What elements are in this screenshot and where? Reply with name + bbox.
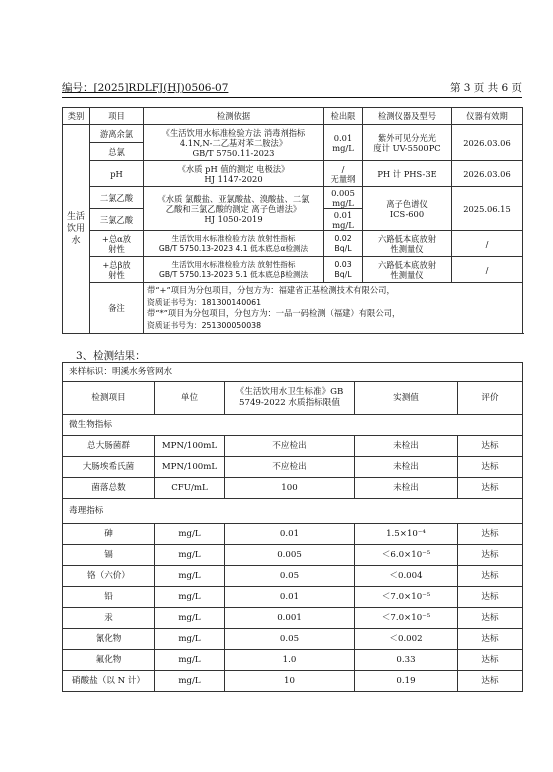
result-item: 汞 (63, 608, 155, 629)
limit-unit: Bq/L (334, 243, 352, 253)
instrument-line: ICS-600 (389, 208, 425, 219)
alpha-validity: / (452, 231, 523, 257)
result-unit: mg/L (155, 524, 225, 545)
col-category: 类别 (63, 108, 90, 125)
col-item: 项目 (90, 108, 144, 125)
remark-line: 带“*”项目为分包项目，分包方为：一品一码检测（福建）有限公司， (147, 308, 401, 318)
result-limit: 100 (225, 478, 355, 499)
item-line: 射性 (108, 243, 125, 254)
col-basis: 检测依据 (144, 108, 324, 125)
table-row (63, 187, 523, 209)
result-unit: mg/L (155, 608, 225, 629)
limit-value: 0.01 (333, 132, 353, 143)
result-limit: 0.05 (225, 629, 355, 650)
item-line: +总α放 (101, 233, 132, 244)
table-row (63, 608, 523, 629)
beta-basis (144, 257, 324, 283)
result-unit: mg/L (155, 566, 225, 587)
result-unit: mg/L (155, 671, 225, 692)
col-test-item: 检测项目 (63, 382, 155, 415)
result-item: 铅 (63, 587, 155, 608)
result-item: 氟化物 (63, 650, 155, 671)
methods-header-row (63, 108, 523, 125)
table-row (63, 257, 523, 283)
basis-line: 乙酸和三氯乙酸的测定 离子色谱法》 (165, 203, 302, 214)
result-measured: 未检出 (355, 436, 458, 457)
instrument-line: 离子色谱仪 (386, 198, 428, 209)
basis-line: GB/T 5750.11-2023 (192, 147, 275, 158)
col-validity: 仪器有效期 (452, 108, 523, 125)
group-micro: 微生物指标 (63, 415, 523, 436)
result-unit: MPN/100mL (155, 436, 225, 457)
item-ph: pH (90, 161, 144, 187)
result-evaluation: 达标 (458, 457, 523, 478)
col-standard-limit (225, 382, 355, 415)
result-evaluation: 达标 (458, 566, 523, 587)
remark-line: 资质证书号为：251300050038 (147, 320, 262, 330)
result-measured: 0.19 (355, 671, 458, 692)
col-measured: 实测值 (355, 382, 458, 415)
result-measured: 1.5×10⁻⁴ (355, 524, 458, 545)
result-unit: mg/L (155, 650, 225, 671)
ph-basis (144, 161, 324, 187)
results-header-row (63, 382, 523, 415)
remark-line: 带“+”项目为分包项目，分包方为：福建省正基检测技术有限公司， (147, 285, 395, 295)
limit-value: 0.005 (331, 187, 355, 198)
group-row (63, 415, 523, 436)
result-limit: 0.005 (225, 545, 355, 566)
result-item: 菌落总数 (63, 478, 155, 499)
basis-line: HJ 1147-2020 (204, 173, 263, 184)
result-item: 总大肠菌群 (63, 436, 155, 457)
basis-line: 生活饮用水标准检验方法 放射性指标 (171, 259, 296, 269)
col-unit: 单位 (155, 382, 225, 415)
result-evaluation: 达标 (458, 545, 523, 566)
table-row (63, 161, 523, 187)
basis-line: HJ 1050-2019 (204, 213, 263, 224)
tca-limit (324, 209, 363, 231)
ph-limit (324, 161, 363, 187)
sample-label: 来样标识：明溪水务管网水 (63, 363, 523, 382)
basis-line: GB/T 5750.13-2023 4.1 低本底总α检测法 (158, 243, 309, 253)
remark-line: 资质证书号为：181300140061 (147, 297, 262, 307)
remark-row (63, 283, 523, 334)
instrument-line: 性测量仪 (390, 243, 424, 254)
instrument-line: 性测量仪 (390, 269, 424, 280)
result-measured: 未检出 (355, 457, 458, 478)
basis-line: 《水质 氯酸盐、亚氯酸盐、溴酸盐、二氯 (157, 193, 310, 204)
result-evaluation: 达标 (458, 587, 523, 608)
result-measured: ＜7.0×10⁻⁵ (355, 608, 458, 629)
instrument-line: 六路低本底放射 (377, 233, 437, 244)
table-row (63, 545, 523, 566)
result-unit: mg/L (155, 545, 225, 566)
limit-unit: mg/L (332, 219, 354, 230)
alpha-limit (324, 231, 363, 257)
result-measured: 未检出 (355, 478, 458, 499)
limit-value: 0.01 (333, 209, 353, 220)
page-header (62, 80, 522, 96)
basis-line: 4.1N,N-二乙基对苯二胺法》 (179, 137, 288, 148)
sample-label-row (63, 363, 523, 382)
alpha-instrument (363, 231, 452, 257)
remark-content (144, 283, 523, 334)
item-free-chlorine: 游离余氯 (90, 125, 144, 143)
result-item: 氰化物 (63, 629, 155, 650)
chlorine-validity: 2026.03.06 (452, 125, 523, 161)
result-unit: mg/L (155, 629, 225, 650)
col-limit: 检出限 (324, 108, 363, 125)
result-limit: 0.01 (225, 524, 355, 545)
instrument-line: 度计 UV-5500PC (373, 142, 441, 153)
basis-line: 《生活饮用水标准检验方法 消毒剂指标 (161, 127, 306, 138)
limit-value: / (341, 163, 345, 174)
result-measured: ＜0.002 (355, 629, 458, 650)
acid-basis (144, 187, 324, 231)
result-evaluation: 达标 (458, 608, 523, 629)
item-dichloroacetic: 二氯乙酸 (90, 187, 144, 209)
beta-instrument (363, 257, 452, 283)
result-evaluation: 达标 (458, 629, 523, 650)
limit-unit: 无量纲 (330, 173, 356, 184)
col-evaluation: 评价 (458, 382, 523, 415)
header-divider (62, 97, 522, 98)
page-info: 第 3 页 共 6 页 (449, 82, 522, 94)
table-row (63, 524, 523, 545)
result-unit: MPN/100mL (155, 457, 225, 478)
result-evaluation: 达标 (458, 478, 523, 499)
table-row (63, 671, 523, 692)
limit-unit: mg/L (332, 142, 354, 153)
item-total-chlorine: 总氯 (90, 143, 144, 161)
result-measured: ＜0.004 (355, 566, 458, 587)
beta-limit (324, 257, 363, 283)
result-item: 镉 (63, 545, 155, 566)
result-limit: 不应检出 (225, 457, 355, 478)
col-instrument: 检测仪器及型号 (363, 108, 452, 125)
chlorine-instrument (363, 125, 452, 161)
remark-label: 备注 (90, 283, 144, 334)
instrument-line: 六路低本底放射 (377, 259, 437, 270)
ph-instrument: PH 计 PHS-3E (363, 161, 452, 187)
table-row (63, 629, 523, 650)
group-tox: 毒理指标 (63, 499, 523, 524)
table-row (63, 478, 523, 499)
limit-value: 0.02 (334, 233, 352, 243)
methods-table (62, 107, 523, 334)
basis-line: GB/T 5750.13-2023 5.1 低本底总β检测法 (158, 269, 309, 279)
table-row (63, 457, 523, 478)
header-line: 《生活饮用水卫生标准》GB (235, 387, 344, 397)
acid-validity: 2025.06.15 (452, 187, 523, 231)
result-limit: 0.01 (225, 587, 355, 608)
instrument-line: 紫外可见分光光 (377, 132, 437, 143)
report-number: 编号：[2025]RDLFJ(HJ)0506-07 (62, 82, 229, 94)
result-evaluation: 达标 (458, 671, 523, 692)
table-row (63, 566, 523, 587)
item-gross-alpha (90, 231, 144, 257)
result-item: 砷 (63, 524, 155, 545)
chlorine-limit (324, 125, 363, 161)
beta-validity: / (452, 257, 523, 283)
result-measured: ＜6.0×10⁻⁵ (355, 545, 458, 566)
result-evaluation: 达标 (458, 436, 523, 457)
result-limit: 0.05 (225, 566, 355, 587)
dca-limit (324, 187, 363, 209)
result-limit: 10 (225, 671, 355, 692)
result-evaluation: 达标 (458, 650, 523, 671)
result-unit: mg/L (155, 587, 225, 608)
basis-line: 《水质 pH 值的测定 电极法》 (177, 163, 290, 174)
table-row (63, 650, 523, 671)
basis-line: 生活饮用水标准检验方法 放射性指标 (171, 233, 296, 243)
result-measured: 0.33 (355, 650, 458, 671)
item-line: 射性 (108, 269, 125, 280)
result-item: 硝酸盐（以 N 计） (63, 671, 155, 692)
result-item: 大肠埃希氏菌 (63, 457, 155, 478)
results-section-title: 3、检测结果： (76, 350, 146, 362)
alpha-basis (144, 231, 324, 257)
table-row (63, 587, 523, 608)
limit-unit: Bq/L (334, 269, 352, 279)
results-table (62, 362, 523, 692)
result-unit: CFU/mL (155, 478, 225, 499)
table-row (63, 436, 523, 457)
result-evaluation: 达标 (458, 524, 523, 545)
table-row (63, 125, 523, 143)
acid-instrument (363, 187, 452, 231)
item-trichloroacetic: 三氯乙酸 (90, 209, 144, 231)
result-limit: 不应检出 (225, 436, 355, 457)
limit-value: 0.03 (334, 259, 352, 269)
result-limit: 1.0 (225, 650, 355, 671)
result-item: 铬（六价） (63, 566, 155, 587)
item-line: +总β放 (102, 259, 131, 270)
result-limit: 0.001 (225, 608, 355, 629)
limit-unit: mg/L (332, 197, 354, 208)
category-cell: 生活饮用水 (63, 125, 90, 334)
table-row (63, 231, 523, 257)
item-gross-beta (90, 257, 144, 283)
ph-validity: 2026.03.06 (452, 161, 523, 187)
result-measured: ＜7.0×10⁻⁵ (355, 587, 458, 608)
chlorine-basis (144, 125, 324, 161)
group-row (63, 499, 523, 524)
header-line: 5749-2022 水质指标限值 (239, 398, 340, 408)
